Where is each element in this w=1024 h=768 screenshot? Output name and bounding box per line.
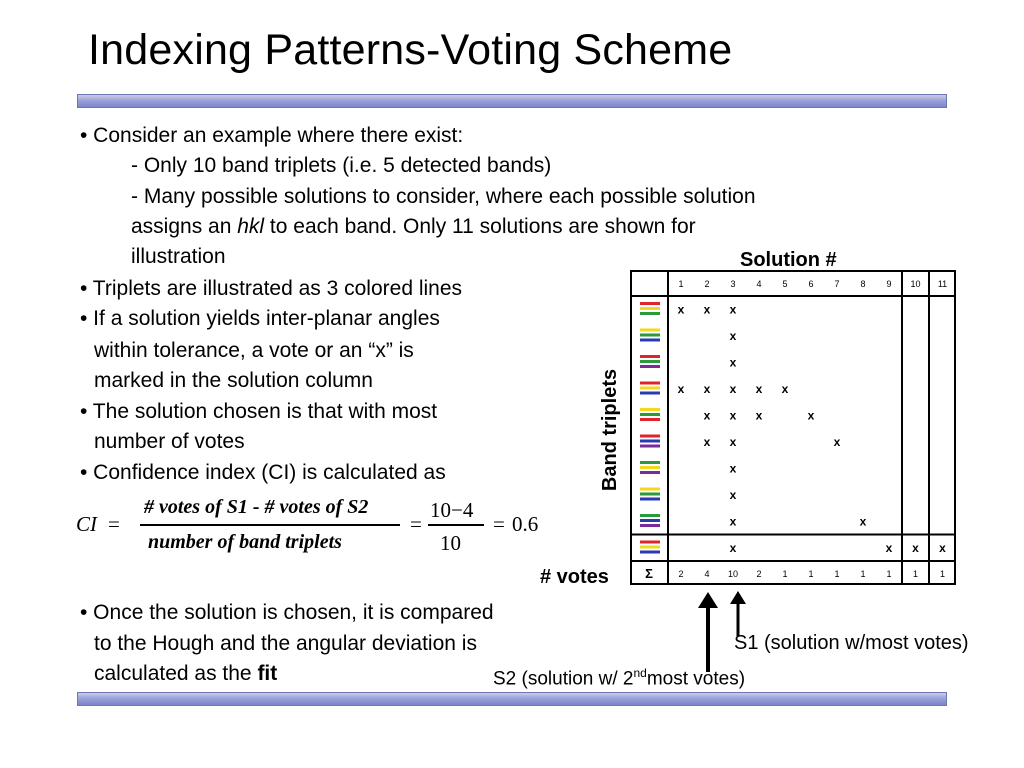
bullet-sub-band-triplets: - Only 10 band triplets (i.e. 5 detected bands) [131,154,552,177]
text-assigns-an: assigns an [131,215,238,238]
s1-annotation: S1 (solution w/most votes) [734,632,969,654]
formula-numerator-values: 10−4 [430,498,474,522]
formula-denominator-value: 10 [440,531,461,555]
vote-mark-r5-c3: x [729,408,737,423]
bullet-hough-compare-line3 [94,659,277,689]
vote-count-3: 10 [727,569,739,579]
triplet-line-4-2 [640,387,660,390]
triplet-line-2-1 [640,329,660,332]
bullet-sub-solutions-line3: illustration [131,245,226,268]
vote-mark-r9-c3: x [729,514,737,529]
formula-fraction-bar [140,524,400,526]
triplet-line-1-2 [640,307,660,310]
voting-table [630,270,966,592]
triplet-line-9-3 [640,524,660,527]
vote-mark-r5-c4: x [755,408,763,423]
triplet-line-8-1 [640,488,660,491]
vote-mark-r4-c5: x [781,381,789,396]
bullet-solution-angles-line2: within tolerance, a vote or an “x” is [94,339,414,362]
triplet-line-9-1 [640,514,660,517]
ci-formula [76,494,556,558]
vote-count-6: 1 [808,569,814,579]
triplet-line-7-1 [640,461,660,464]
voting-table-graphic [630,270,966,592]
triplet-line-9-2 [640,519,660,522]
footer-divider-bar [77,692,947,706]
vote-mark-r10-c10: x [912,540,919,555]
vote-mark-r4-c4: x [755,381,763,396]
formula-equals-1: = [108,512,120,536]
solution-number-10: 10 [910,279,921,289]
votes-label: # votes [540,566,609,588]
table-border [631,271,955,584]
formula-equals-2: = [410,512,422,536]
formula-denominator: number of band triplets [148,531,342,553]
triplet-line-7-2 [640,466,660,469]
vote-mark-r6-c2: x [703,434,711,449]
vote-mark-r1-c3: x [729,302,737,317]
vote-mark-r8-c3: x [729,487,737,502]
vote-mark-r2-c3: x [729,328,737,343]
solution-number-7: 7 [834,279,840,289]
triplet-line-5-1 [640,408,660,411]
triplet-line-7-3 [640,471,660,474]
triplet-line-5-2 [640,413,660,416]
triplet-line-3-3 [640,365,660,368]
vote-mark-r4-c1: x [677,381,685,396]
bullet-solution-angles-line1: • If a solution yields inter-planar angles [80,307,440,330]
bullet-most-votes-line1: • The solution chosen is that with most [80,400,438,423]
s2-annotation-text: S2 (solution w/ 2 [493,668,634,690]
triplet-line-6-1 [640,435,660,438]
triplet-line-10-1 [640,541,660,544]
vote-mark-r6-c3: x [729,434,737,449]
bullet-sub-solutions-line1: - Many possible solutions to consider, where each possible solution [131,185,756,208]
vote-mark-r5-c6: x [807,408,815,423]
triplet-line-10-3 [640,551,660,554]
triplet-line-2-3 [640,339,660,342]
vote-count-7: 1 [834,569,840,579]
bullet-most-votes-line2: number of votes [94,430,245,453]
vote-count-1: 2 [678,569,684,579]
solution-number-2: 2 [704,279,710,289]
bullet-solution-angles-line3: marked in the solution column [94,369,373,392]
vote-count-5: 1 [782,569,788,579]
solution-number-5: 5 [782,279,788,289]
vote-count-11: 1 [939,569,946,579]
vote-mark-r7-c3: x [729,461,737,476]
vote-count-10: 1 [912,569,919,579]
vote-mark-r10-c3: x [729,540,737,555]
vote-mark-r9-c8: x [859,514,867,529]
triplet-line-10-2 [640,546,660,549]
page-title: Indexing Patterns-Voting Scheme [88,26,733,74]
solution-number-8: 8 [860,279,866,289]
vote-mark-r1-c2: x [703,302,711,317]
triplet-line-8-3 [640,498,660,501]
s2-annotation-sup: nd [633,666,647,680]
band-triplets-label: Band triplets [599,368,621,492]
formula-numerator: # votes of S1 - # votes of S2 [144,496,369,518]
triplet-line-3-2 [640,360,660,363]
triplet-line-1-1 [640,302,660,305]
bullet-confidence-index: • Confidence index (CI) is calculated as [80,461,446,484]
triplet-line-8-2 [640,493,660,496]
solution-number-3: 3 [730,279,736,289]
bullet-sub-solutions-line2 [131,212,696,242]
vote-mark-r4-c3: x [729,381,737,396]
s2-arrow-head [698,592,718,608]
triplet-line-1-3 [640,312,660,315]
solution-number-11: 11 [937,279,948,289]
triplet-line-3-1 [640,355,660,358]
text-each-band: to each band. Only 11 solutions are shown for [264,215,696,238]
vote-count-8: 1 [860,569,866,579]
vote-mark-r3-c3: x [729,355,737,370]
vote-mark-r5-c2: x [703,408,711,423]
vote-count-9: 1 [886,569,892,579]
text-hkl: hkl [237,215,265,238]
vote-mark-r6-c7: x [833,434,841,449]
formula-result: 0.6 [512,512,539,536]
solution-number-label: Solution # [740,249,837,271]
bullet-consider-example: • Consider an example where there exist: [80,124,464,147]
text-calculated-as: calculated as the [94,662,258,685]
vote-arrows [690,588,760,674]
solution-number-6: 6 [808,279,814,289]
s2-annotation-text-end: most votes) [646,668,746,690]
vote-mark-r10-c11: x [939,540,946,555]
triplet-line-6-2 [640,440,660,443]
formula-ci: CI [76,512,97,536]
s1-arrow-head [730,591,746,604]
vote-mark-r4-c2: x [703,381,711,396]
triplet-line-2-2 [640,334,660,337]
solution-number-4: 4 [756,279,762,289]
title-divider-bar [77,94,947,108]
vote-count-2: 4 [704,569,710,579]
s2-annotation [493,666,745,690]
vote-count-4: 2 [756,569,762,579]
triplet-line-6-3 [640,445,660,448]
formula-fraction-bar-2 [428,524,484,526]
solution-number-1: 1 [678,279,684,289]
bullet-hough-compare-line2: to the Hough and the angular deviation is [94,632,477,655]
solution-number-9: 9 [886,279,892,289]
formula-equals-3: = [493,512,505,536]
sum-symbol: Σ [645,566,653,581]
triplet-line-4-1 [640,382,660,385]
triplet-line-5-3 [640,418,660,421]
triplet-line-4-3 [640,392,660,395]
bullet-hough-compare-line1: • Once the solution is chosen, it is compared [80,601,494,624]
text-fit: fit [257,662,278,685]
bullet-triplets-colored-lines: • Triplets are illustrated as 3 colored lines [80,277,463,300]
vote-mark-r10-c9: x [885,540,893,555]
vote-mark-r1-c1: x [677,302,685,317]
